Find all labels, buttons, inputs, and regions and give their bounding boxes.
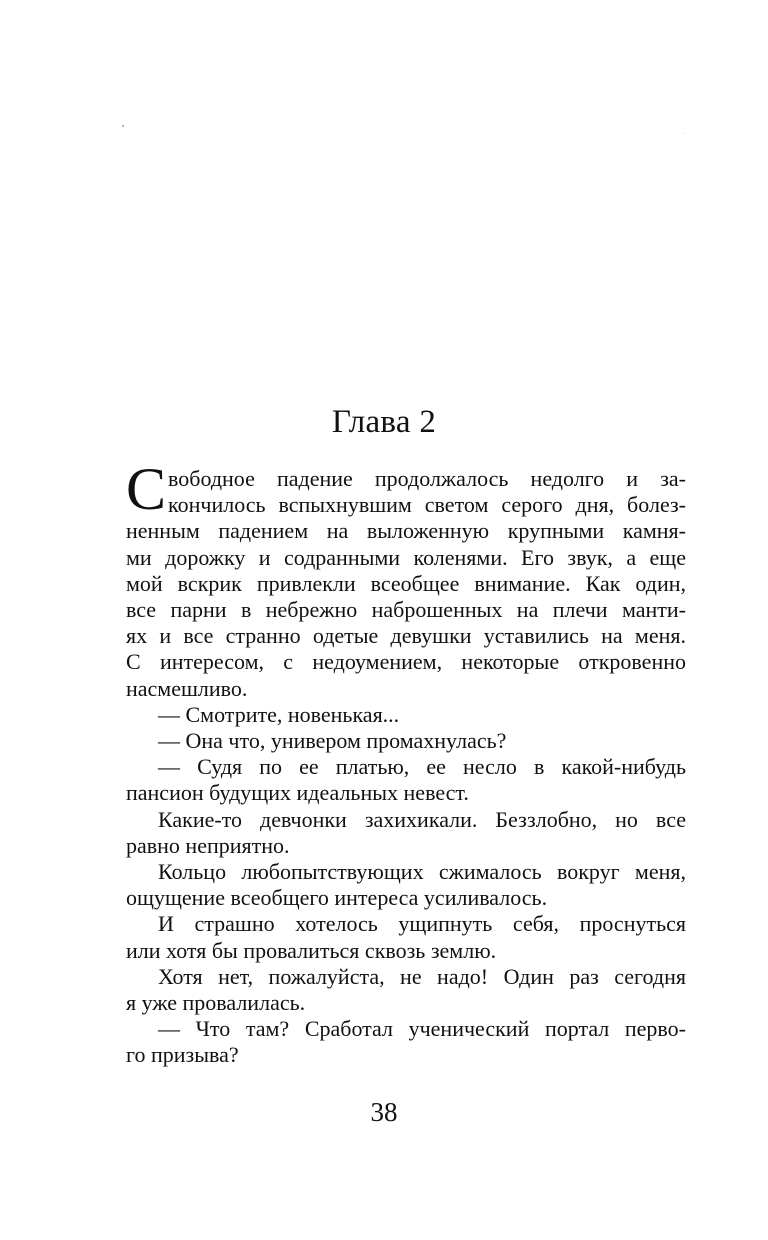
text-line: ненным падением на выложенную крупными камня- — [126, 518, 686, 544]
paragraph-7 — [126, 911, 686, 963]
chapter-title: Глава 2 — [331, 404, 437, 440]
paragraph-9 — [126, 1016, 686, 1068]
text-line: — Она что, универом промахнулась? — [158, 728, 507, 754]
body-text — [126, 456, 686, 1069]
text-line: вободное падение продолжалось недолго и за- — [168, 466, 686, 491]
paragraph-1 — [126, 456, 686, 702]
text-line: кончилось вспыхнувшим светом серого дня, болез- — [168, 492, 686, 518]
text-line: мой вскрик привлекли всеобщее внимание. Как один, — [126, 570, 686, 596]
text-line: насмешливо. — [126, 675, 248, 701]
text-line: ях и все странно одетые девушки уставились на меня. — [126, 623, 686, 649]
page-number: 38 — [370, 1097, 398, 1127]
paragraph-2 — [126, 702, 686, 728]
text-line: Кольцо любопытствующих сжималось вокруг меня, — [158, 859, 686, 885]
paragraph-4 — [126, 754, 686, 806]
text-line: ощущение всеобщего интереса усиливалось. — [126, 885, 548, 911]
paragraph-5 — [126, 807, 686, 859]
text-line: Какие-то девчонки захихикали. Беззлобно, но все — [158, 806, 686, 832]
drop-cap: С — [126, 456, 167, 522]
paragraph-6 — [126, 859, 686, 911]
text-line: все парни в небрежно наброшенных на плечи манти- — [126, 597, 686, 623]
text-line: С интересом, с недоумением, некоторые откровенно — [126, 649, 686, 675]
text-line: И страшно хотелось ущипнуть себя, проснуться — [158, 911, 686, 937]
text-line: — Что там? Сработал ученический портал перво- — [158, 1016, 686, 1042]
text-line: пансион будущих идеальных невест. — [126, 780, 469, 806]
text-line: — Смотрите, новенькая... — [158, 701, 400, 727]
text-line: равно неприятно. — [126, 832, 290, 858]
text-line: го призыва? — [126, 1042, 239, 1068]
text-line: — Судя по ее платью, ее несло в какой-нибудь — [158, 754, 686, 780]
text-line: я уже провалилась. — [126, 990, 306, 1016]
text-line: Хотя нет, пожалуйста, не надо! Один раз сегодня — [158, 963, 686, 989]
print-speck — [684, 133, 685, 134]
text-line: ми дорожку и содранными коленями. Его звук, а еще — [126, 544, 686, 570]
paragraph-3 — [126, 728, 686, 754]
text-line: или хотя бы провалиться сквозь землю. — [126, 937, 497, 963]
print-speck — [122, 125, 124, 127]
paragraph-8 — [126, 964, 686, 1016]
